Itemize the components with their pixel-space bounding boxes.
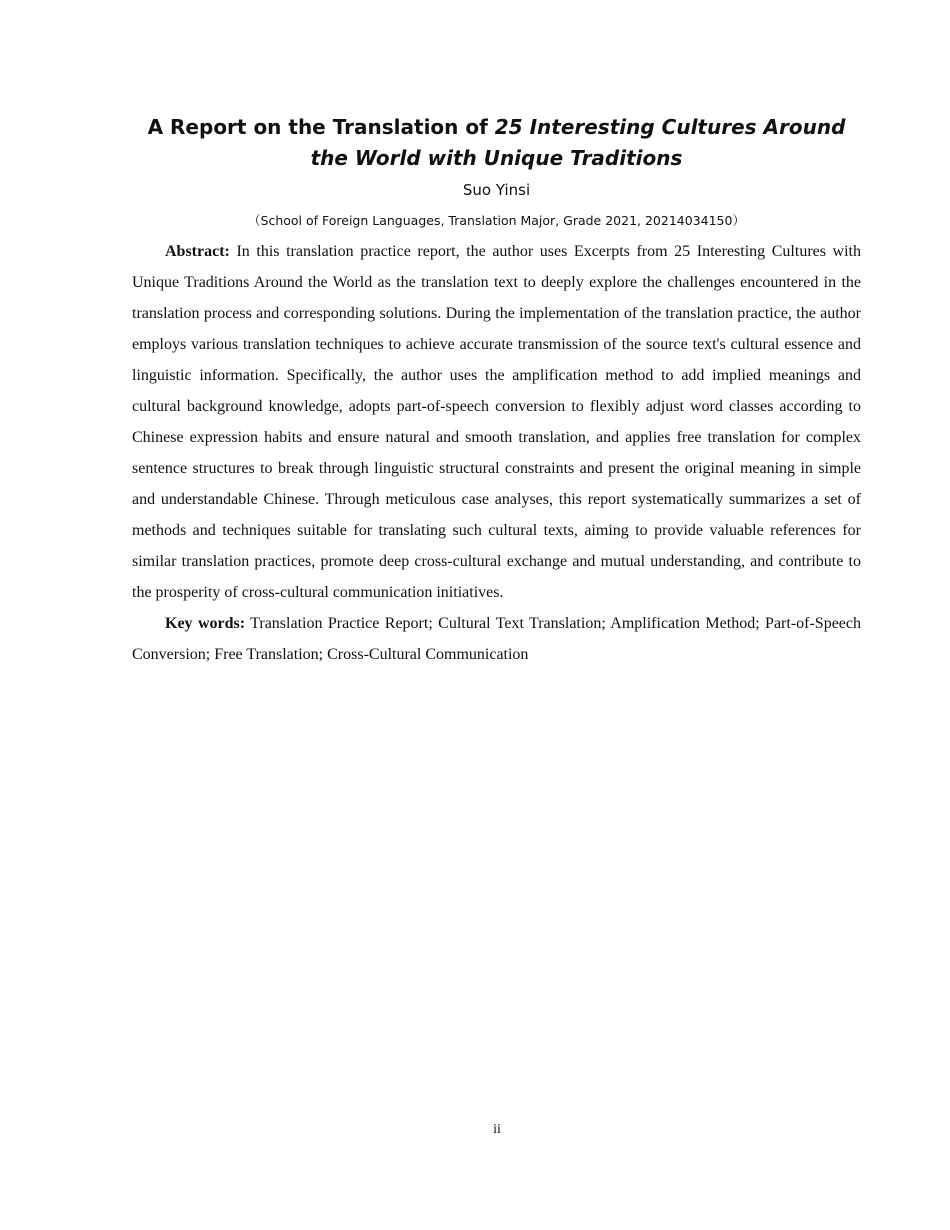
document-page xyxy=(132,112,861,670)
page-title xyxy=(132,112,861,174)
title-prefix: A Report on the Translation of xyxy=(147,115,495,139)
keywords-text: Translation Practice Report; Cultural Text Translation; Amplification Method; Part-of-Speech Conversion; Free Translation; Cross-Cultural Communication xyxy=(132,615,862,663)
abstract-label: Abstract: xyxy=(165,243,230,260)
abstract-paragraph xyxy=(132,236,861,608)
keywords-paragraph xyxy=(132,608,861,670)
author-affiliation: （School of Foreign Languages, Translation Major, Grade 2021, 20214034150） xyxy=(248,213,745,228)
abstract-text: In this translation practice report, the author uses Excerpts from 25 Interesting Cultures with Unique Traditions Around the World as the translation text to deeply explore the challenges encountered in the translation process and corresponding solutions. During the implementation of the translation practice, the author employs various translation techniques to achieve accurate transmission of the source text's cultural essence and linguistic information. Specifically, the author uses the amplification method to add implied meanings and cultural background knowledge, adopts part-of-speech conversion to flexibly adjust word classes according to Chinese expression habits and ensure natural and smooth translation, and applies free translation for complex sentence structures to break through linguistic structural constraints and present the original meaning in simple and understandable Chinese. Through meticulous case analyses, this report systematically summarizes a set of methods and techniques suitable for translating such cultural texts, aiming to provide valuable references for similar translation practices, promote deep cross-cultural exchange and mutual understanding, and contribute to the prosperity of cross-cultural communication initiatives. xyxy=(132,243,861,601)
keywords-label: Key words: xyxy=(165,615,246,632)
title-italic: 25 Interesting Cultures Around the World with Unique Traditions xyxy=(310,115,846,170)
author-name: Suo Yinsi xyxy=(462,181,531,199)
page-number: ii xyxy=(493,1122,501,1137)
